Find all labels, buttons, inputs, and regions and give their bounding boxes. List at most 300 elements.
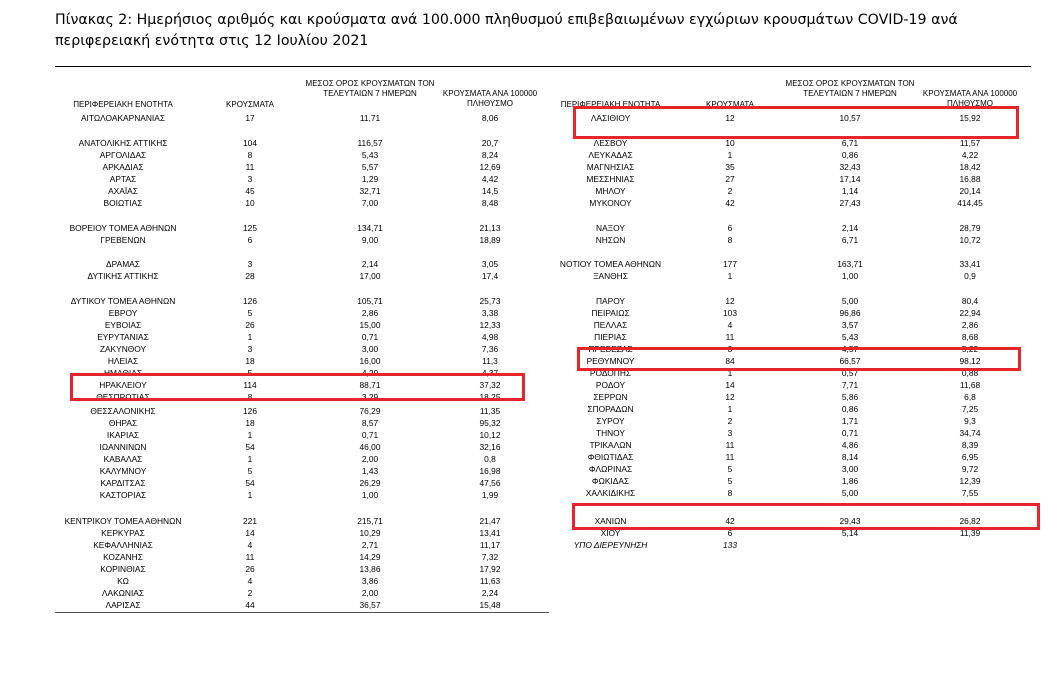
region-cell: ΘΗΡΑΣ (108, 418, 138, 428)
region-cell: ΑΝΑΤΟΛΙΚΗΣ ΑΤΤΙΚΗΣ (78, 138, 168, 148)
per100k-cell: 4,42 (481, 174, 499, 184)
cases-cell: 10 (245, 198, 255, 208)
cases-cell: 3 (727, 344, 733, 354)
region-cell: ΚΑΣΤΟΡΙΑΣ (99, 490, 147, 500)
region-cell: ΕΥΒΟΙΑΣ (104, 320, 142, 330)
cases-cell: 2 (727, 416, 733, 426)
table-row (0, 234, 1052, 246)
avg-cell: 76,29 (359, 406, 381, 416)
region-cell: ΚΕΝΤΡΙΚΟΥ ΤΟΜΕΑ ΑΘΗΝΩΝ (64, 516, 182, 526)
cases-cell: 114 (243, 380, 257, 390)
avg-cell: 2,86 (361, 308, 379, 318)
table-row (0, 451, 1052, 463)
cases-cell: 11 (245, 552, 255, 562)
region-cell: ΗΡΑΚΛΕΙΟΥ (99, 380, 147, 390)
region-cell: ΔΡΑΜΑΣ (106, 259, 140, 269)
region-cell: ΕΒΡΟΥ (108, 308, 138, 318)
region-cell: ΧΙΟΥ (600, 528, 621, 538)
avg-cell: 88,71 (359, 380, 381, 390)
unknown-row (0, 539, 1052, 551)
cases-cell: 27 (725, 174, 735, 184)
region-cell: ΛΑΚΩΝΙΑΣ (101, 588, 145, 598)
region-cell: ΠΑΡΟΥ (595, 296, 626, 306)
per100k-cell: 32,16 (479, 442, 501, 452)
cases-cell: 5 (247, 368, 253, 378)
avg-cell: 4,29 (361, 368, 379, 378)
cases-cell: 14 (725, 380, 735, 390)
per100k-cell: 3,38 (481, 308, 499, 318)
avg-cell: 5,00 (841, 488, 859, 498)
top-rule (55, 66, 1031, 67)
cases-cell: 45 (245, 186, 255, 196)
table-row (0, 563, 1052, 575)
per100k-cell: 95,32 (479, 418, 501, 428)
cases-cell: 1 (247, 430, 253, 440)
cases-cell: 3 (247, 344, 253, 354)
avg-cell: 0,71 (361, 430, 379, 440)
table-row (0, 295, 1052, 307)
cases-cell: 3 (247, 259, 253, 269)
highlight-box-chanion (572, 503, 1040, 530)
per100k-cell: 80,4 (961, 296, 979, 306)
avg-cell: 5,14 (841, 528, 859, 538)
avg-cell: 116,57 (357, 138, 383, 148)
header-per100k-right: ΚΡΟΥΣΜΑΤΑ ΑΝΑ 100000 ΠΛΗΘΥΣΜΟ (922, 89, 1018, 108)
per100k-cell: 15,48 (479, 600, 501, 610)
table-row (0, 222, 1052, 234)
region-cell: ΦΛΩΡΙΝΑΣ (588, 464, 633, 474)
table-row (0, 270, 1052, 282)
avg-cell: 32,43 (839, 162, 861, 172)
avg-cell: 14,29 (359, 552, 381, 562)
per100k-cell: 11,35 (479, 406, 501, 416)
region-cell: ΠΕΛΛΑΣ (593, 320, 628, 330)
avg-cell: 96,86 (839, 308, 861, 318)
header-avg-right: ΜΕΣΟΣ ΟΡΟΣ ΚΡΟΥΣΜΑΤΩΝ ΤΟΝ ΤΕΛΕΥΤΑΙΩΝ 7 ΗΜΕΡΩΝ (785, 79, 915, 98)
cases-cell: 6 (727, 223, 733, 233)
per100k-cell: 16,98 (479, 466, 501, 476)
cases-cell: 125 (243, 223, 257, 233)
region-cell: ΚΕΦΑΛΛΗΝΙΑΣ (93, 540, 153, 550)
region-cell: ΣΠΟΡΑΔΩΝ (587, 404, 634, 414)
table-row (0, 575, 1052, 587)
cases-cell: 4 (727, 320, 733, 330)
per100k-cell: 22,94 (959, 308, 981, 318)
per100k-cell: 9,3 (964, 416, 976, 426)
table-row (0, 463, 1052, 475)
region-cell: ΤΗΝΟΥ (595, 428, 626, 438)
avg-cell: 32,71 (359, 186, 381, 196)
cases-cell: 11 (725, 332, 735, 342)
per100k-cell: 0,9 (964, 271, 976, 281)
unknown-cases: 133 (723, 540, 737, 550)
avg-cell: 8,14 (841, 452, 859, 462)
cases-cell: 84 (725, 356, 735, 366)
header-region-left: ΠΕΡΙΦΕΡΕΙΑΚΗ ΕΝΟΤΗΤΑ (73, 100, 173, 109)
per100k-cell: 16,88 (959, 174, 981, 184)
table-row (0, 587, 1052, 599)
region-cell: ΑΡΚΑΔΙΑΣ (102, 162, 144, 172)
avg-cell: 5,43 (841, 332, 859, 342)
avg-cell: 7,71 (841, 380, 859, 390)
per100k-cell: 6,8 (964, 392, 976, 402)
table-row (0, 487, 1052, 499)
region-cell: ΡΟΔΟΠΗΣ (589, 368, 632, 378)
per100k-cell: 18,89 (479, 235, 501, 245)
per100k-cell: 4,22 (961, 150, 979, 160)
avg-cell: 8,57 (361, 418, 379, 428)
per100k-cell: 414,45 (957, 198, 983, 208)
avg-cell: 15,00 (359, 320, 381, 330)
avg-cell: 27,43 (839, 198, 861, 208)
cases-cell: 1 (727, 368, 733, 378)
per100k-cell: 11,17 (479, 540, 501, 550)
cases-cell: 1 (247, 332, 253, 342)
per100k-cell: 6,95 (961, 452, 979, 462)
table-row (0, 161, 1052, 173)
per100k-cell: 7,36 (481, 344, 499, 354)
per100k-cell: 2,86 (961, 320, 979, 330)
avg-cell: 1,43 (361, 466, 379, 476)
region-cell: ΝΑΞΟΥ (596, 223, 625, 233)
cases-cell: 26 (245, 564, 255, 574)
region-cell: ΤΡΙΚΑΛΩΝ (589, 440, 632, 450)
cases-cell: 28 (245, 271, 255, 281)
per100k-cell: 8,48 (481, 198, 499, 208)
avg-cell: 7,00 (361, 198, 379, 208)
per100k-cell: 47,56 (479, 478, 501, 488)
region-cell: ΚΑΛΥΜΝΟΥ (99, 466, 147, 476)
region-cell: ΜΕΣΣΗΝΙΑΣ (586, 174, 635, 184)
cases-cell: 18 (245, 418, 255, 428)
cases-cell: 10 (725, 138, 735, 148)
avg-cell: 1,29 (361, 174, 379, 184)
region-cell: ΗΛΕΙΑΣ (107, 356, 139, 366)
avg-cell: 1,00 (841, 271, 859, 281)
avg-cell: 36,57 (359, 600, 381, 610)
per100k-cell: 21,47 (479, 516, 501, 526)
region-cell: ΒΟΙΩΤΙΑΣ (103, 198, 143, 208)
region-cell: ΙΚΑΡΙΑΣ (106, 430, 140, 440)
avg-cell: 17,14 (839, 174, 861, 184)
per100k-cell: 9,72 (961, 464, 979, 474)
avg-cell: 46,00 (359, 442, 381, 452)
per100k-cell: 11,3 (482, 356, 498, 366)
region-cell: ΠΕΙΡΑΙΩΣ (591, 308, 630, 318)
per100k-cell: 3,05 (481, 259, 499, 269)
avg-cell: 0,71 (841, 428, 859, 438)
avg-cell: 4,86 (841, 440, 859, 450)
avg-cell: 5,86 (841, 392, 859, 402)
per100k-cell: 15,92 (959, 113, 981, 123)
cases-cell: 6 (727, 528, 733, 538)
cases-cell: 8 (247, 150, 253, 160)
cases-cell: 54 (245, 442, 255, 452)
cases-cell: 17 (245, 113, 255, 123)
region-cell: ΧΑΝΙΩΝ (594, 516, 627, 526)
cases-cell: 42 (725, 198, 735, 208)
per100k-cell: 8,39 (961, 440, 979, 450)
region-cell: ΛΕΥΚΑΔΑΣ (588, 150, 633, 160)
cases-cell: 1 (727, 404, 733, 414)
highlight-box-lasithiou (573, 106, 1019, 139)
header-avg-left: ΜΕΣΟΣ ΟΡΟΣ ΚΡΟΥΣΜΑΤΩΝ ΤΟΝ ΤΕΛΕΥΤΑΙΩΝ 7 ΗΜΕΡΩΝ (305, 79, 435, 98)
per100k-cell: 33,41 (959, 259, 981, 269)
region-cell: ΓΡΕΒΕΝΩΝ (100, 235, 146, 245)
table-row (0, 331, 1052, 343)
avg-cell: 105,71 (357, 296, 383, 306)
per100k-cell: 10,72 (959, 235, 981, 245)
per100k-cell: 7,32 (481, 552, 499, 562)
table-row (0, 197, 1052, 209)
region-cell: ΛΑΣΙΘΙΟΥ (590, 113, 631, 123)
per100k-cell: 34,74 (959, 428, 981, 438)
region-cell: ΦΘΙΩΤΙΔΑΣ (587, 452, 634, 462)
region-cell: ΡΕΘΥΜΝΟΥ (586, 356, 635, 366)
region-cell: ΚΟΡΙΝΘΙΑΣ (100, 564, 146, 574)
region-cell: ΛΑΡΙΣΑΣ (105, 600, 141, 610)
region-cell: ΧΑΛΚΙΔΙΚΗΣ (585, 488, 636, 498)
highlight-box-irakleiou (70, 373, 525, 401)
cases-cell: 18 (245, 356, 255, 366)
region-cell: ΖΑΚΥΝΘΟΥ (99, 344, 147, 354)
table-row (0, 599, 1052, 611)
cases-cell: 1 (247, 490, 253, 500)
avg-cell: 2,71 (361, 540, 379, 550)
avg-cell: 0,86 (841, 404, 859, 414)
per100k-cell: 7,55 (961, 488, 979, 498)
cases-cell: 2 (727, 186, 733, 196)
table-row (0, 319, 1052, 331)
region-cell: ΕΥΡΥΤΑΝΙΑΣ (97, 332, 149, 342)
avg-cell: 26,29 (359, 478, 381, 488)
avg-cell: 3,57 (841, 320, 859, 330)
cases-cell: 26 (245, 320, 255, 330)
per100k-cell: 14,5 (481, 186, 499, 196)
per100k-cell: 8,24 (481, 150, 499, 160)
table-row (0, 185, 1052, 197)
table-row (0, 403, 1052, 415)
cases-cell: 8 (727, 235, 733, 245)
table-row (0, 307, 1052, 319)
cases-cell: 177 (723, 259, 737, 269)
region-cell: ΦΩΚΙΔΑΣ (591, 476, 630, 486)
per100k-cell: 10,12 (479, 430, 501, 440)
cases-cell: 44 (245, 600, 255, 610)
header-cases-right: ΚΡΟΥΣΜΑΤΑ (706, 100, 754, 109)
region-cell: ΑΙΤΩΛΟΑΚΑΡΝΑΝΙΑΣ (80, 113, 166, 123)
per100k-cell: 21,13 (479, 223, 501, 233)
highlight-box-rethymnou (577, 347, 1021, 371)
table-row (0, 258, 1052, 270)
avg-cell: 2,14 (841, 223, 859, 233)
cases-cell: 11 (725, 452, 735, 462)
cases-cell: 42 (725, 516, 735, 526)
avg-cell: 1,14 (841, 186, 859, 196)
per100k-cell: 11,68 (959, 380, 981, 390)
avg-cell: 10,29 (359, 528, 381, 538)
per100k-cell: 4,98 (481, 332, 499, 342)
table-row (0, 173, 1052, 185)
table-row (0, 439, 1052, 451)
per100k-cell: 5,22 (961, 344, 979, 354)
cases-cell: 5 (727, 464, 733, 474)
per100k-cell: 8,06 (481, 113, 499, 123)
region-cell: ΒΟΡΕΙΟΥ ΤΟΜΕΑ ΑΘΗΝΩΝ (69, 223, 177, 233)
per100k-cell: 11,63 (479, 576, 501, 586)
cases-cell: 8 (247, 392, 253, 402)
cases-cell: 12 (725, 392, 735, 402)
avg-cell: 2,00 (361, 588, 379, 598)
per100k-cell: 26,82 (959, 516, 981, 526)
avg-cell: 29,43 (839, 516, 861, 526)
region-cell: ΔΥΤΙΚΗΣ ΑΤΤΙΚΗΣ (87, 271, 159, 281)
region-cell: ΠΡΕΒΕΖΑΣ (588, 344, 633, 354)
avg-cell: 66,57 (839, 356, 861, 366)
per100k-cell: 37,32 (479, 380, 501, 390)
table-row (0, 149, 1052, 161)
per100k-cell: 17,92 (479, 564, 501, 574)
cases-cell: 5 (247, 308, 253, 318)
per100k-cell: 12,33 (479, 320, 501, 330)
region-cell: ΑΡΓΟΛΙΔΑΣ (99, 150, 147, 160)
avg-cell: 9,00 (361, 235, 379, 245)
region-cell: ΘΕΣΣΑΛΟΝΙΚΗΣ (90, 406, 156, 416)
per100k-cell: 11,57 (959, 138, 981, 148)
region-cell: ΚΕΡΚΥΡΑΣ (101, 528, 145, 538)
avg-cell: 0,86 (841, 150, 859, 160)
per100k-cell: 12,69 (479, 162, 501, 172)
cases-cell: 104 (243, 138, 257, 148)
region-cell: ΔΥΤΙΚΟΥ ΤΟΜΕΑ ΑΘΗΝΩΝ (70, 296, 176, 306)
table-row (0, 551, 1052, 563)
cases-cell: 5 (727, 476, 733, 486)
avg-cell: 13,86 (359, 564, 381, 574)
avg-cell: 163,71 (837, 259, 863, 269)
avg-cell: 10,57 (839, 113, 861, 123)
region-cell: ΣΥΡΟΥ (596, 416, 625, 426)
region-cell: ΡΟΔΟΥ (595, 380, 626, 390)
region-cell: ΗΜΑΘΙΑΣ (103, 368, 143, 378)
cases-cell: 4 (247, 576, 253, 586)
per100k-cell: 7,25 (961, 404, 979, 414)
per100k-cell: 12,39 (959, 476, 981, 486)
region-cell: ΑΡΤΑΣ (109, 174, 137, 184)
per100k-cell: 20,7 (481, 138, 499, 148)
table-row (0, 415, 1052, 427)
per100k-cell: 28,79 (959, 223, 981, 233)
per100k-cell: 18,25 (479, 392, 501, 402)
cases-cell: 11 (245, 162, 255, 172)
avg-cell: 3,00 (841, 464, 859, 474)
avg-cell: 6,71 (841, 235, 859, 245)
cases-cell: 6 (247, 235, 253, 245)
avg-cell: 5,00 (841, 296, 859, 306)
per100k-cell: 0,88 (961, 368, 979, 378)
avg-cell: 1,86 (841, 476, 859, 486)
per100k-cell: 0,8 (484, 454, 496, 464)
cases-cell: 1 (727, 271, 733, 281)
per100k-cell: 98,12 (959, 356, 981, 366)
cases-cell: 126 (243, 296, 257, 306)
cases-cell: 35 (725, 162, 735, 172)
region-cell: ΛΕΣΒΟΥ (593, 138, 628, 148)
cases-cell: 4 (247, 540, 253, 550)
region-cell: ΜΥΚΟΝΟΥ (589, 198, 632, 208)
avg-cell: 0,57 (841, 368, 859, 378)
cases-cell: 1 (247, 454, 253, 464)
avg-cell: 5,43 (361, 150, 379, 160)
avg-cell: 5,57 (361, 162, 379, 172)
per100k-cell: 20,14 (959, 186, 981, 196)
header-per100k-left: ΚΡΟΥΣΜΑΤΑ ΑΝΑ 100000 ΠΛΗΘΥΣΜΟ (442, 89, 538, 108)
header-cases-left: ΚΡΟΥΣΜΑΤΑ (226, 100, 274, 109)
avg-cell: 3,29 (361, 392, 379, 402)
region-cell: ΜΗΛΟΥ (595, 186, 626, 196)
region-cell: ΞΑΝΘΗΣ (593, 271, 628, 281)
per100k-cell: 8,68 (961, 332, 979, 342)
region-cell: ΚΑΡΔΙΤΣΑΣ (100, 478, 146, 488)
region-cell: ΚΩ (117, 576, 129, 586)
avg-cell: 16,00 (359, 356, 381, 366)
cases-cell: 103 (723, 308, 737, 318)
region-cell: ΚΑΒΑΛΑΣ (103, 454, 143, 464)
cases-cell: 54 (245, 478, 255, 488)
avg-cell: 1,71 (841, 416, 859, 426)
table-row (0, 475, 1052, 487)
table-title: Πίνακας 2: Ημερήσιος αριθμός και κρούσματα ανά 100.000 πληθυσμού επιβεβαιωμένων εγχώριων κρουσμάτων COVID-19 ανά περιφερειακή ενότητα στις 12 Ιουλίου 2021 (55, 12, 958, 49)
avg-cell: 17,00 (359, 271, 381, 281)
cases-cell: 3 (727, 428, 733, 438)
avg-cell: 3,00 (361, 344, 379, 354)
region-cell: ΘΕΣΠΡΩΤΙΑΣ (96, 392, 150, 402)
avg-cell: 3,86 (361, 576, 379, 586)
cases-cell: 1 (727, 150, 733, 160)
cases-cell: 11 (725, 440, 735, 450)
per100k-cell: 2,24 (481, 588, 499, 598)
region-cell: ΝΗΣΩΝ (595, 235, 626, 245)
table-row (0, 427, 1052, 439)
region-cell: ΠΙΕΡΙΑΣ (594, 332, 627, 342)
cases-cell: 126 (243, 406, 257, 416)
avg-cell: 0,71 (361, 332, 379, 342)
cases-cell: 8 (727, 488, 733, 498)
avg-cell: 134,71 (357, 223, 383, 233)
avg-cell: 11,71 (359, 113, 381, 123)
header-region-right: ΠΕΡΙΦΕΡΕΙΑΚΗ ΕΝΟΤΗΤΑ (560, 100, 661, 109)
per100k-cell: 1,99 (481, 490, 499, 500)
region-cell: ΚΟΖΑΝΗΣ (103, 552, 143, 562)
avg-cell: 1,00 (361, 490, 379, 500)
region-cell: ΝΟΤΙΟΥ ΤΟΜΕΑ ΑΘΗΝΩΝ (559, 259, 662, 269)
avg-cell: 4,57 (841, 344, 859, 354)
per100k-cell: 11,39 (959, 528, 981, 538)
avg-cell: 2,00 (361, 454, 379, 464)
cases-cell: 12 (725, 113, 735, 123)
region-cell: ΣΕΡΡΩΝ (593, 392, 628, 402)
region-cell: ΜΑΓΝΗΣΙΑΣ (586, 162, 635, 172)
cases-cell: 12 (725, 296, 735, 306)
per100k-cell: 4,37 (481, 368, 499, 378)
region-cell: ΑΧΑΪΑΣ (108, 186, 138, 196)
region-cell: ΙΩΑΝΝΙΝΩΝ (99, 442, 147, 452)
cases-cell: 5 (247, 466, 253, 476)
bottom-rule (55, 612, 549, 613)
cases-cell: 221 (243, 516, 257, 526)
per100k-cell: 25,73 (479, 296, 501, 306)
per100k-cell: 13,41 (479, 528, 501, 538)
cases-cell: 2 (247, 588, 253, 598)
